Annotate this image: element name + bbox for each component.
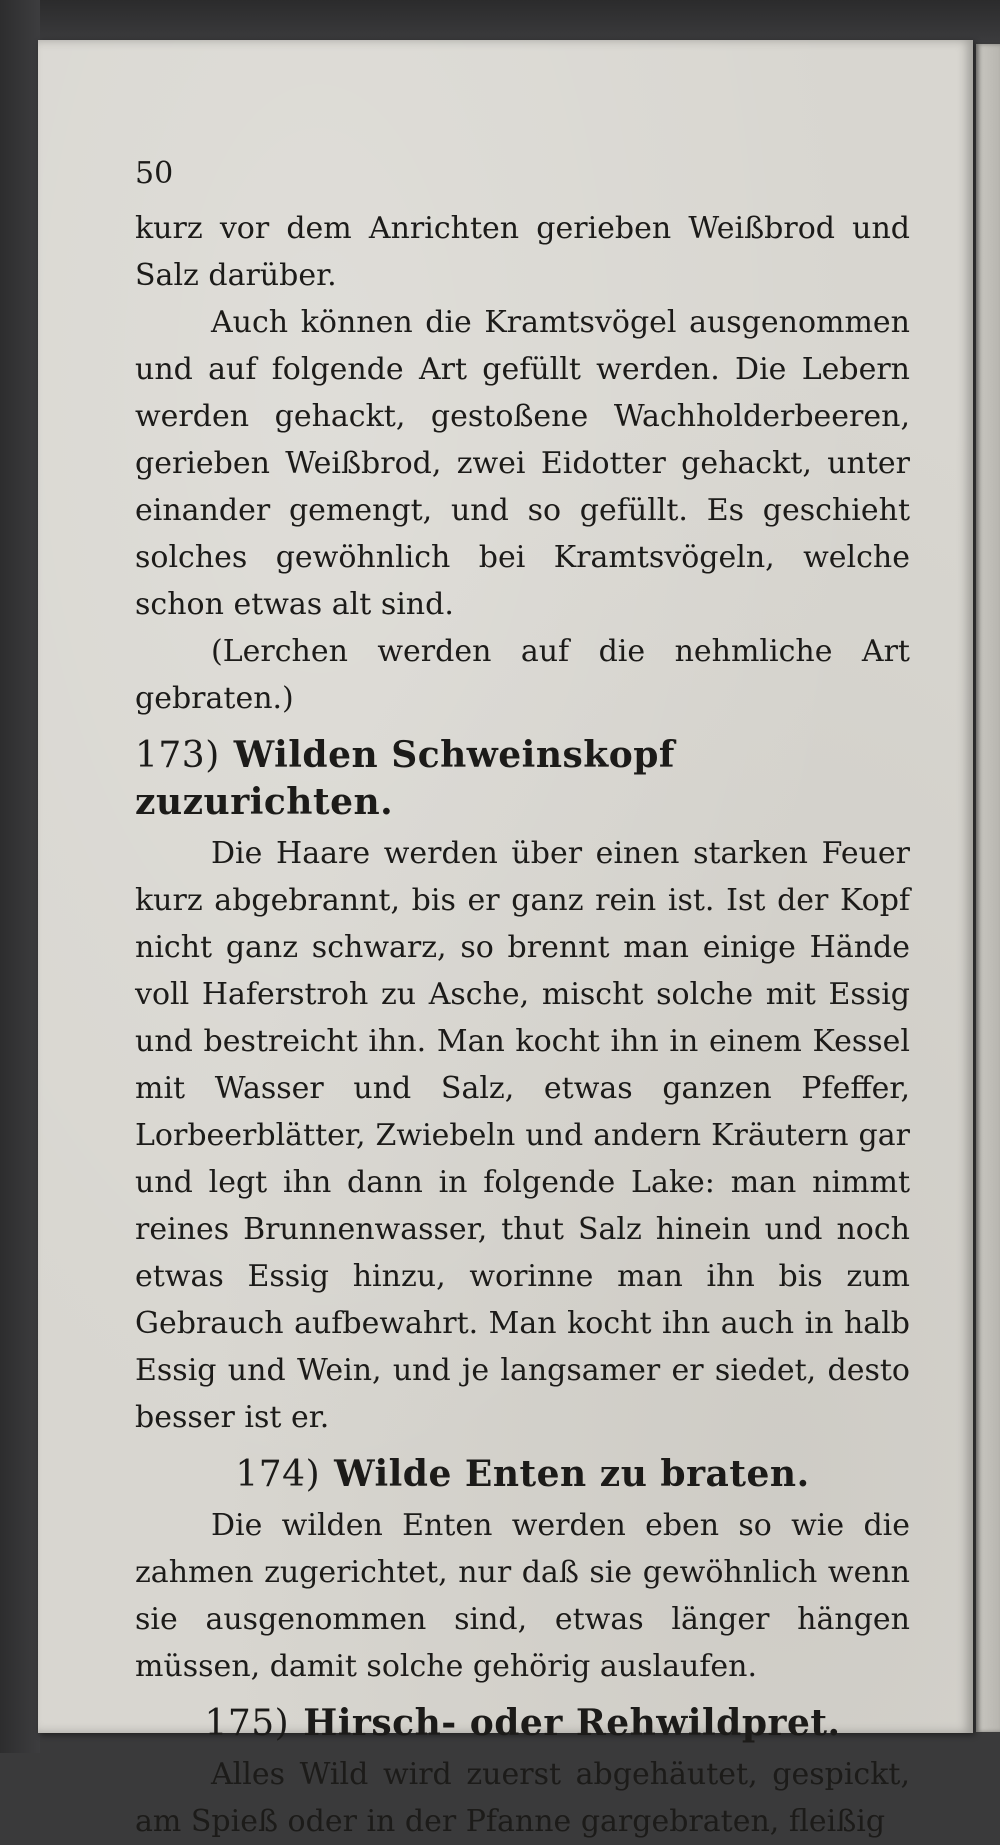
paragraph-2: Auch können die Kramtsvögel ausgenommen und auf folgende Art gefüllt werden. Die Lebern werden gehackt, gestoßene Wachholderbeeren, gerieben Weißbrod, zwei Eidotter gehackt, unter einander gemengt, und so gefüllt. Es geschieht solches gewöhnlich bei Kramtsvögeln, welche schon etwas alt sind. [135,305,910,622]
paragraph-3: (Lerchen werden auf die nehmliche Art gebraten.) [135,634,910,716]
paragraph-5: Die wilden Enten werden eben so wie die zahmen zugerichtet, nur daß sie gewöhnlich wenn sie ausgenommen sind, etwas länger hängen müssen, damit solche gehörig auslaufen. [135,1508,910,1684]
adjacent-page-edge [976,44,1000,1732]
recipe-title: Hirsch- oder Rehwildpret. [303,1702,841,1744]
recipe-number: 173) [135,735,220,776]
recipe-heading-175 [135,1700,910,1747]
recipe-heading-173 [135,732,910,826]
paragraph-4: Die Haare werden über einen starken Feuer kurz abgebrannt, bis er ganz rein ist. Ist der Kopf nicht ganz schwarz, so brennt man einige Hände voll Haferstroh zu Asche, mischt solche mit Essig und bestreicht ihn. Man kocht ihn in einem Kessel mit Wasser und Salz, etwas ganzen Pfeffer, Lorbeerblätter, Zwiebeln und andern Kräutern gar und legt ihn dann in folgende Lake: man nimmt reines Brunnenwasser, thut Salz hinein und noch etwas Essig hinzu, worinne man ihn bis zum Gebrauch aufbewahrt. Man kocht ihn auch in halb Essig und Wein, und je langsamer er siedet, desto besser ist er. [135,836,910,1435]
paragraph-1: kurz vor dem Anrichten gerieben Weißbrod und Salz darüber. [135,211,910,293]
page-text [135,150,910,1845]
paragraph-6: Alles Wild wird zuerst abgehäutet, gespickt, am Spieß oder in der Pfanne gargebraten, fleißig [135,1757,910,1839]
recipe-number: 175) [204,1703,290,1744]
page-number: 50 [135,156,174,191]
recipe-title: Wilden Schweinskopf zuzurichten. [135,734,675,823]
recipe-heading-174 [135,1451,910,1498]
recipe-title: Wilde Enten zu braten. [334,1453,810,1495]
scan-backdrop-top [0,0,1000,42]
recipe-number: 174) [235,1454,321,1495]
scan-backdrop-left [0,0,40,1753]
